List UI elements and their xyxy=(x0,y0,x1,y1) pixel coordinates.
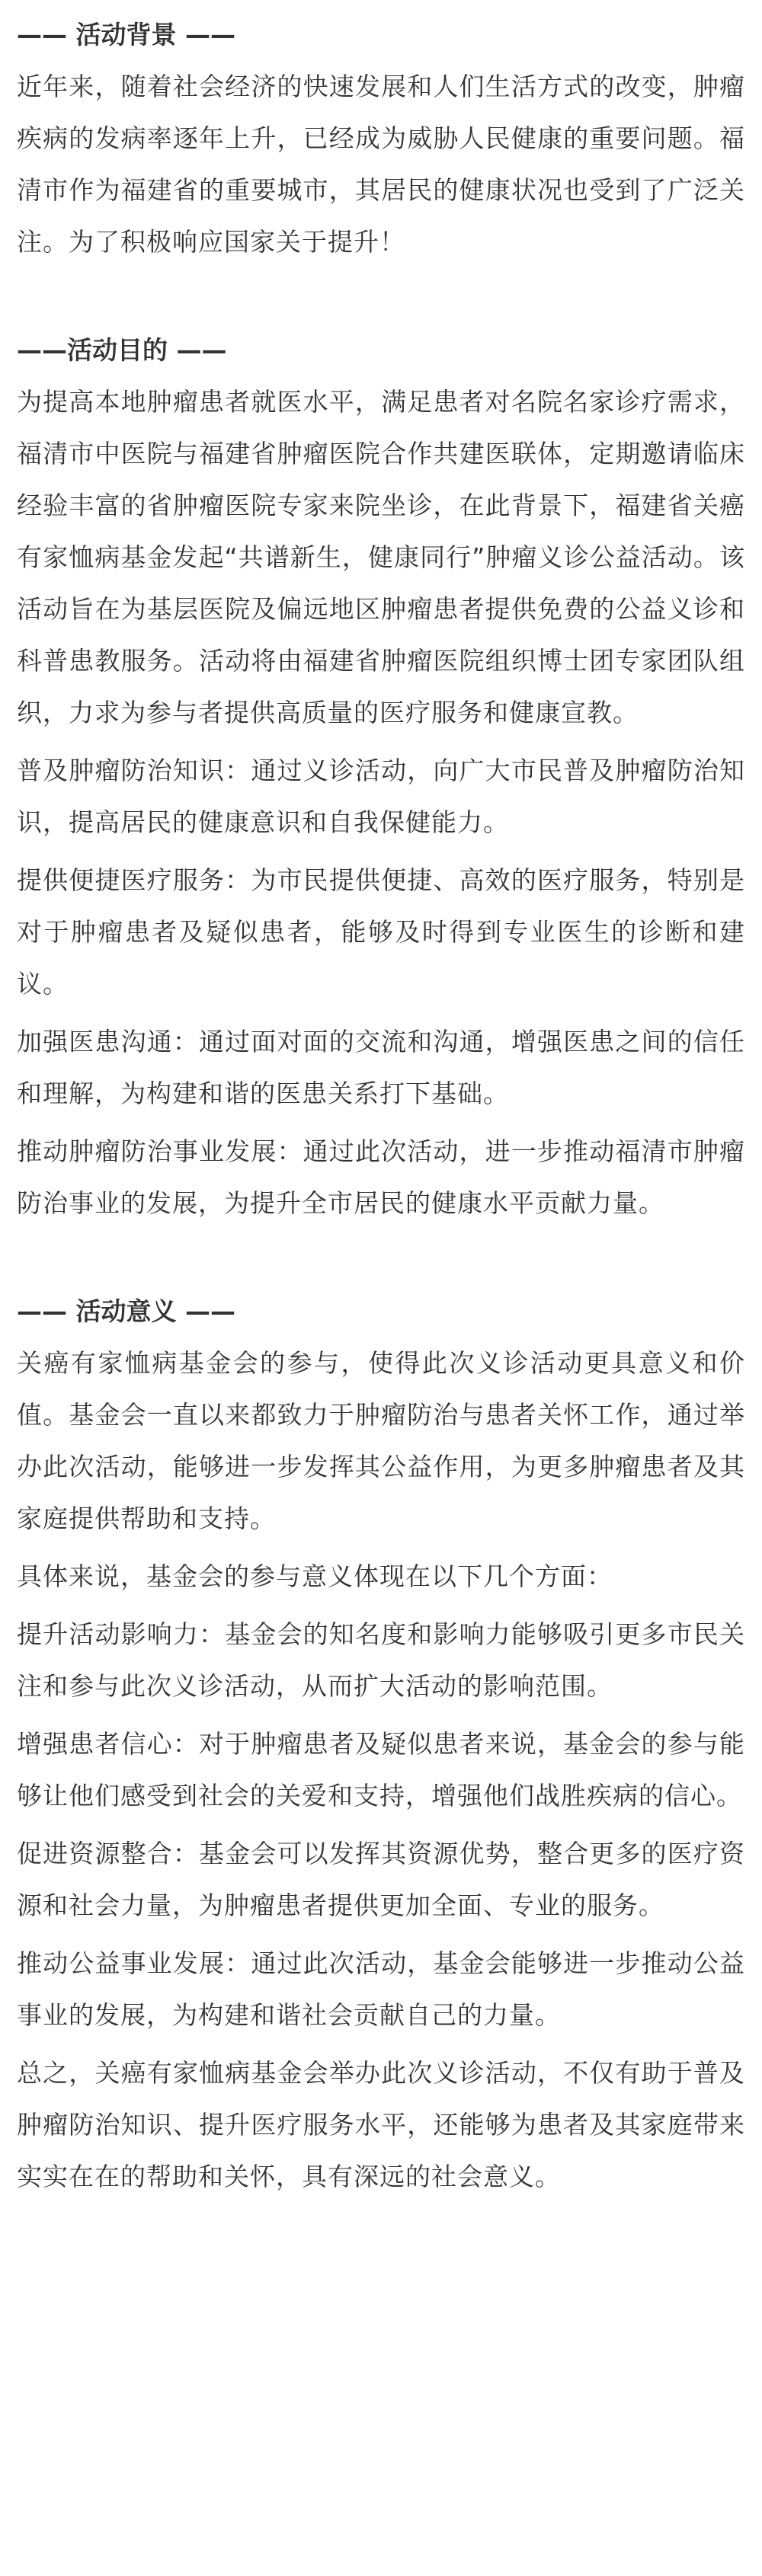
paragraph: 提供便捷医疗服务：为市民提供便捷、高效的医疗服务，特别是对于肿瘤患者及疑似患者，能够及时得到专业医生的诊断和建议。 xyxy=(17,865,745,999)
paragraph: 加强医患沟通：通过面对面的交流和沟通，增强医患之间的信任和理解，为构建和谐的医患关系打下基础。 xyxy=(17,1027,745,1108)
section-title: —— 活动意义 —— xyxy=(17,1296,235,1326)
section-background xyxy=(17,9,745,268)
paragraph: 关癌有家恤病基金会的参与，使得此次义诊活动更具意义和价值。基金会一直以来都致力于肿瘤防治与患者关怀工作，通过举办此次活动，能够进一步发挥其公益作用，为更多肿瘤患者及其家庭提供帮助和支持。 xyxy=(17,1348,745,1533)
section-significance xyxy=(17,1286,745,2203)
paragraph: 为提高本地肿瘤患者就医水平，满足患者对名院名家诊疗需求，福清市中医院与福建省肿瘤医院合作共建医联体，定期邀请临床经验丰富的省肿瘤医院专家来院坐诊，在此背景下，福建省关癌有家恤病基金发起“共谱新生，健康同行”肿瘤义诊公益活动。该活动旨在为基层医院及偏远地区肿瘤患者提供免费的公益义诊和科普患教服务。活动将由福建省肿瘤医院组织博士团专家团队组织，力求为参与者提供高质量的医疗服务和健康宣教。 xyxy=(17,387,745,727)
section-title: —— 活动背景 —— xyxy=(17,20,235,50)
paragraph: 提升活动影响力：基金会的知名度和影响力能够吸引更多市民关注和参与此次义诊活动，从而扩大活动的影响范围。 xyxy=(17,1619,745,1701)
paragraph: 推动公益事业发展：通过此次活动，基金会能够进一步推动公益事业的发展，为构建和谐社会贡献自己的力量。 xyxy=(17,1948,745,2030)
paragraph: 近年来，随着社会经济的快速发展和人们生活方式的改变，肿瘤疾病的发病率逐年上升，已经成为威胁人民健康的重要问题。福清市作为福建省的重要城市，其居民的健康状况也受到了广泛关注。为了积极响应国家关于提升！ xyxy=(17,72,745,257)
paragraph: 增强患者信心：对于肿瘤患者及疑似患者来说，基金会的参与能够让他们感受到社会的关爱和支持，增强他们战胜疾病的信心。 xyxy=(17,1729,745,1811)
section-purpose xyxy=(17,324,745,1229)
paragraph: 具体来说，基金会的参与意义体现在以下几个方面： xyxy=(17,1561,613,1591)
section-title: ——活动目的 —— xyxy=(17,335,227,365)
section-spacer xyxy=(17,274,745,324)
paragraph: 促进资源整合：基金会可以发挥其资源优势，整合更多的医疗资源和社会力量，为肿瘤患者提供更加全面、专业的服务。 xyxy=(17,1839,745,1920)
paragraph: 推动肿瘤防治事业发展：通过此次活动，进一步推动福清市肿瘤防治事业的发展，为提升全市居民的健康水平贡献力量。 xyxy=(17,1136,745,1218)
paragraph: 普及肿瘤防治知识：通过义诊活动，向广大市民普及肿瘤防治知识，提高居民的健康意识和自我保健能力。 xyxy=(17,756,745,837)
section-spacer xyxy=(17,1235,745,1286)
paragraph: 总之，关癌有家恤病基金会举办此次义诊活动，不仅有助于普及肿瘤防治知识、提升医疗服务水平，还能够为患者及其家庭带来实实在在的帮助和关怀，具有深远的社会意义。 xyxy=(17,2058,745,2191)
